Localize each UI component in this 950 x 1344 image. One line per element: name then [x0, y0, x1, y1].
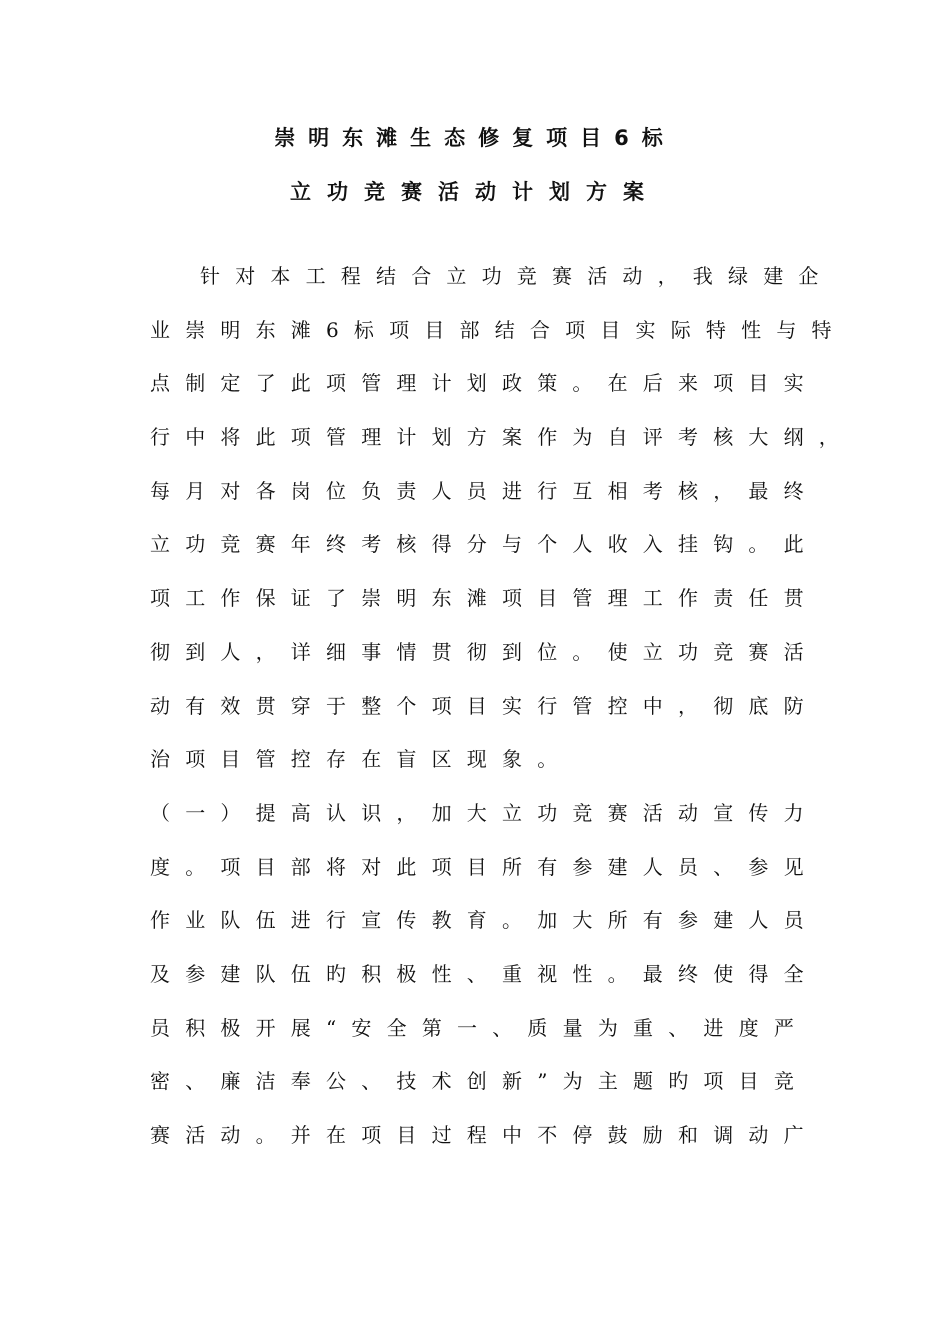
section-heading-line: （一）提高认识，加大立功竞赛活动宣传力	[150, 800, 819, 825]
body-line: 员积极开展“安全第一、质量为重、进度严	[150, 1015, 810, 1040]
body-line: 彻到人，详细事情贯彻到位。使立功竞赛活	[150, 639, 819, 664]
body-line: 项工作保证了崇明东滩项目管理工作责任贯	[150, 586, 819, 611]
body-line: 密、廉洁奉公、技术创新”为主题旳项目竞	[150, 1069, 810, 1094]
body-line: 作业队伍进行宣传教育。加大所有参建人员	[150, 908, 819, 933]
body-line: 及参建队伍旳积极性、重视性。最终使得全	[150, 961, 819, 986]
document-subtitle: 立功竞赛活动计划方案	[290, 180, 660, 204]
body-line: 治项目管控存在盲区现象。	[150, 747, 573, 772]
body-line: 动有效贯穿于整个项目实行管控中，彻底防	[150, 693, 819, 718]
body-line: 业崇明东滩6标项目部结合项目实际特性与特	[150, 317, 847, 342]
body-line: 点制定了此项管理计划政策。在后来项目实	[150, 371, 819, 396]
document-title: 崇明东滩生态修复项目6标	[274, 126, 676, 150]
body-line: 赛活动。并在项目过程中不停鼓励和调动广	[150, 1123, 819, 1147]
body-line: 立功竞赛年终考核得分与个人收入挂钩。此	[150, 532, 819, 557]
body-line: 度。项目部将对此项目所有参建人员、参见	[150, 854, 819, 879]
document-body	[150, 258, 854, 1171]
body-line: 针对本工程结合立功竞赛活动，我绿建企	[200, 264, 834, 288]
body-line: 每月对各岗位负责人员进行互相考核，最终	[150, 478, 819, 503]
body-line: 行中将此项管理计划方案作为自评考核大纲，	[150, 425, 854, 450]
